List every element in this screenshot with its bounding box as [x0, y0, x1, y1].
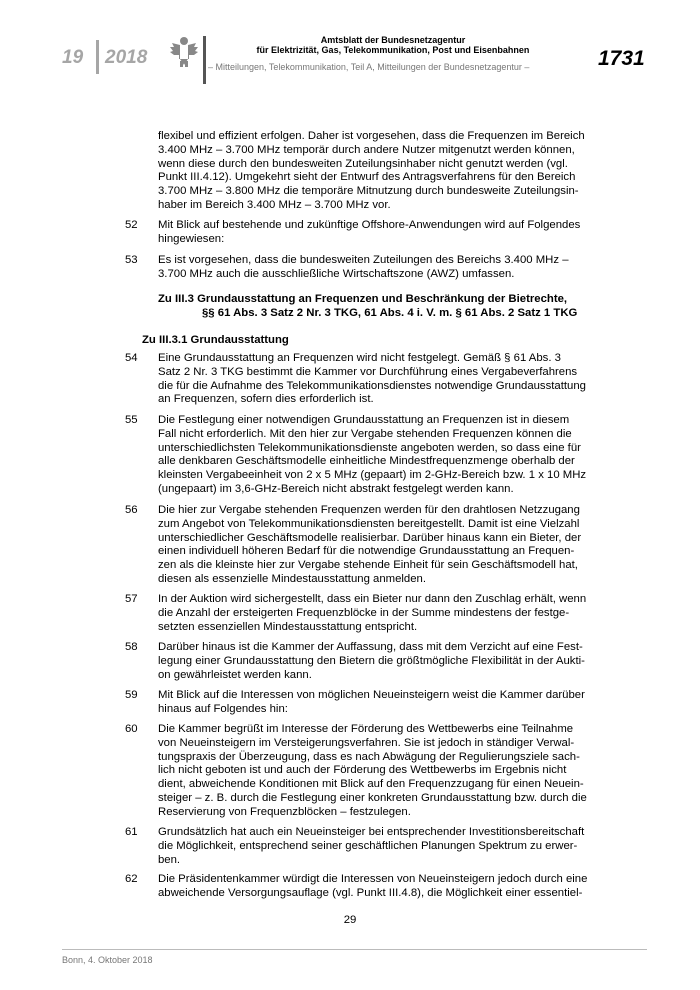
paragraph-53 [158, 254, 598, 282]
text-line: abweichende Versorgungsauflage (vgl. Punkt III.4.8), die Möglichkeit einer essentiel- [158, 886, 583, 899]
text-line: steiger – z. B. durch die Festlegung einer konkreten Grundausstattung bzw. durch die [158, 791, 587, 804]
gazette-title [218, 35, 568, 55]
gazette-title-line2: für Elektrizität, Gas, Telekommunikation, Post und Eisenbahnen [256, 45, 530, 55]
paragraph-number: 59 [125, 689, 138, 701]
text-line: wenn diese durch den bundesweiten Zuteilungsinhaber nicht genutzt werden (vgl. [158, 157, 568, 170]
paragraph-number: 61 [125, 826, 138, 838]
section-heading-line1: Zu III.3 Grundausstattung an Frequenzen und Beschränkung der Bietrechte, [158, 293, 568, 305]
paragraph-56 [158, 504, 598, 587]
document-page-number: 29 [343, 914, 357, 926]
paragraph-number: 53 [125, 254, 138, 266]
text-line: 3.400 MHz – 3.700 MHz temporär durch andere Nutzer mitgenutzt werden können, [158, 143, 575, 156]
paragraph-number: 55 [125, 414, 138, 426]
text-line: die für die Aufnahme des Telekommunikationsdienstes notwendige Grundausstattung [158, 379, 586, 392]
issue-number: 19 [62, 47, 84, 68]
paragraph-55 [158, 414, 598, 497]
intro-paragraph [158, 130, 598, 213]
section-heading [158, 292, 618, 320]
paragraph-number: 56 [125, 504, 138, 516]
paragraph-number: 60 [125, 723, 138, 735]
text-line: ben. [158, 853, 181, 866]
text-line: legung einer Grundausstattung den Bietern die größtmögliche Flexibilität in der Aukti- [158, 654, 585, 667]
text-line: lich nicht geboten ist und auch der Förderung des Wettbewerbs im Ergebnis nicht [158, 764, 567, 777]
paragraph-54 [158, 352, 598, 407]
paragraph-62 [158, 873, 598, 901]
gazette-title-line1: Amtsblatt der Bundesnetzagentur [320, 35, 466, 45]
text-line: 3.700 MHz – 3.800 MHz die temporäre Mitnutzung durch bundesweite Zuteilungsin- [158, 185, 579, 198]
text-line: Eine Grundausstattung an Frequenzen wird nicht festgelegt. Gemäß § 61 Abs. 3 [158, 352, 561, 364]
text-line: haber im Bereich 3.400 MHz – 3.700 MHz vor. [158, 198, 391, 211]
text-line: dient, abweichende Konditionen mit Blick auf den Frequenzzugang für einen Neuein- [158, 778, 584, 791]
page-number: 1731 [598, 47, 645, 70]
paragraph-number: 62 [125, 873, 138, 885]
paragraph-57 [158, 593, 598, 634]
paragraph-number: 52 [125, 219, 138, 231]
text-line: zen als die kleinste hier zur Vergabe stehende Einheit für sein Geschäftsmodell hat, [158, 559, 578, 572]
text-line: Es ist vorgesehen, dass die bundesweiten Zuteilungen des Bereichs 3.400 MHz – [158, 254, 569, 266]
text-line: an Frequenzen, sofern dies erforderlich ist. [158, 393, 374, 406]
text-line: Satz 2 Nr. 3 TKG bestimmt die Kammer vor Durchführung eines Vergabeverfahrens [158, 365, 578, 378]
text-line: einen individuell höheren Bedarf für die notwendige Grundausstattung an Frequen- [158, 545, 575, 558]
text-line: kleinsten Vergabeeinheit von 2 x 5 MHz (gepaart) im 2-GHz-Bereich bzw. 1 x 10 MHz [158, 469, 587, 482]
issue-year: 2018 [105, 47, 148, 68]
text-line: zum Angebot von Telekommunikationsdiensten bereitgestellt. Damit ist eine Vielzahl [158, 517, 580, 530]
paragraph-number: 58 [125, 641, 138, 653]
federal-eagle-icon [168, 33, 200, 69]
text-line: die Möglichkeit, entsprechend seiner geschäftlichen Planungen Spektrum zu erwer- [158, 839, 578, 852]
text-line: unterschiedlicher Geschäftsmodelle realisierbar. Darüber hinaus kann ein Bieter, der [158, 531, 582, 544]
text-line: Punkt III.4.12). Umgekehrt sieht der Entwurf des Antragsverfahrens für den Bereich [158, 171, 576, 184]
paragraph-number: 57 [125, 593, 138, 605]
text-line: Die Präsidentenkammer würdigt die Interessen von Neueinsteigern jedoch durch eine [158, 873, 588, 885]
text-line: 3.700 MHz auch die ausschließliche Wirtschaftszone (AWZ) umfassen. [158, 267, 515, 280]
text-line: Die Festlegung einer notwendigen Grundausstattung an Frequenzen ist in diesem [158, 414, 570, 426]
text-line: (ungepaart) im 3,6-GHz-Bereich nicht abstrakt festgelegt werden kann. [158, 482, 514, 495]
text-line: die Anzahl der ersteigerten Frequenzblöcke in der Summe mindestens der festge- [158, 606, 570, 619]
text-line: In der Auktion wird sichergestellt, dass ein Bieter nur dann den Zuschlag erhält, wenn [158, 593, 587, 605]
footer-date: Bonn, 4. Oktober 2018 [62, 955, 153, 965]
text-line: setzten essenziellen Mindestausstattung entspricht. [158, 620, 418, 633]
text-line: hinaus auf Folgendes hin: [158, 702, 288, 715]
text-line: Grundsätzlich hat auch ein Neueinsteiger bei entsprechender Investitionsbereitschaft [158, 826, 585, 838]
paragraph-60 [158, 723, 598, 820]
text-line: hingewiesen: [158, 232, 225, 245]
paragraph-59 [158, 689, 598, 717]
header-separator [96, 40, 99, 74]
header-rule [203, 36, 206, 84]
text-line: unterschiedlichsten Telekommunikationsdienste angeboten werden, so dass eine für [158, 441, 581, 454]
paragraph-number: 54 [125, 352, 138, 364]
text-line: Die hier zur Vergabe stehenden Frequenzen werden für den drahtlosen Netzzugang [158, 504, 580, 516]
text-line: Mit Blick auf bestehende und zukünftige Offshore-Anwendungen wird auf Folgendes [158, 219, 581, 231]
paragraph-61 [158, 826, 598, 867]
paragraph-58 [158, 641, 598, 682]
text-line: Mit Blick auf die Interessen von möglichen Neueinsteigern weist die Kammer darüber [158, 689, 585, 701]
text-line: alle denkbaren Geschäftsmodelle einheitliche Mindestfrequenzmenge oberhalb der [158, 455, 575, 468]
paragraph-52 [158, 219, 598, 247]
text-line: Fall nicht erforderlich. Mit den hier zur Vergabe stehenden Frequenzen können die [158, 427, 572, 440]
text-line: Die Kammer begrüßt im Interesse der Förderung des Wettbewerbs eine Teilnahme [158, 723, 574, 735]
subsection-heading: Zu III.3.1 Grundausstattung [142, 334, 289, 346]
footer-rule [62, 949, 647, 950]
text-line: Reservierung von Frequenzblöcken – festzulegen. [158, 805, 411, 818]
section-heading-line2: §§ 61 Abs. 3 Satz 2 Nr. 3 TKG, 61 Abs. 4 i. V. m. § 61 Abs. 2 Satz 1 TKG [202, 307, 578, 319]
text-line: Darüber hinaus ist die Kammer der Auffassung, dass mit dem Verzicht auf eine Fest- [158, 641, 583, 653]
text-line: diesen als essenzielle Mindestausstattung anmelden. [158, 572, 427, 585]
text-line: flexibel und effizient erfolgen. Daher ist vorgesehen, dass die Frequenzen im Bereich [158, 130, 585, 142]
text-line: on gewährleistet werden kann. [158, 668, 312, 681]
gazette-subtitle: – Mitteilungen, Telekommunikation, Teil A, Mitteilungen der Bundesnetzagentur – [208, 62, 530, 72]
text-line: von Neueinsteigern im Versteigerungsverfahren. Sie ist jedoch in ständiger Verwal- [158, 736, 575, 749]
text-line: tungspraxis der Überzeugung, dass es nach Abwägung der Regulierungsziele sach- [158, 750, 580, 763]
